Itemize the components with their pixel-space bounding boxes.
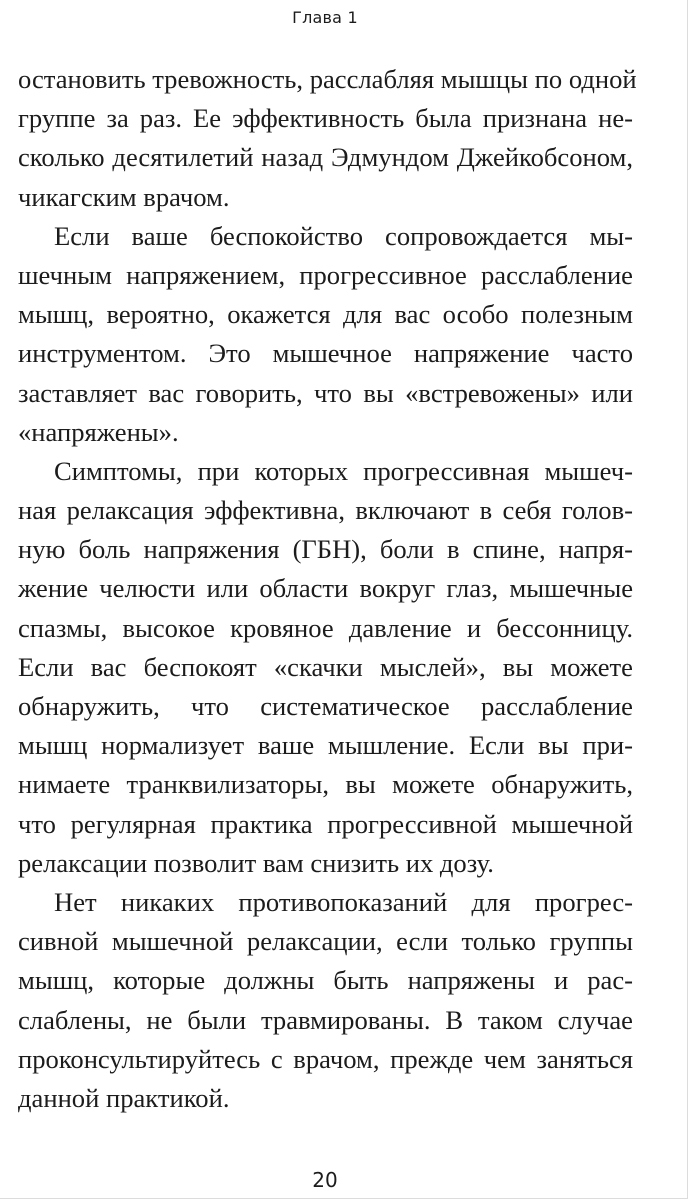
body-text — [18, 60, 637, 1118]
text-line: заставляет вас говорить, что вы «встревожены» или — [18, 377, 633, 408]
text-line: ную боль напряжения (ГБН), боли в спине, напря- — [18, 534, 633, 565]
text-line: инструментом. Это мышечное напряжение часто — [18, 338, 633, 369]
text-line: спазмы, высокое кровяное давление и бессонницу. — [18, 612, 633, 643]
text-line: Симптомы, при которых прогрессивная мышеч- — [54, 455, 633, 486]
text-line: обнаружить, что систематическое расслабление — [18, 691, 633, 721]
text-line: чикагским врачом. — [18, 181, 230, 212]
text-line: данной практикой. — [18, 1082, 230, 1113]
text-line: слаблены, не были травмированы. В таком случае — [18, 1004, 633, 1035]
text-line: «напряжены». — [18, 416, 179, 447]
running-head: Глава 1 — [292, 8, 358, 27]
page-number: 20 — [312, 1168, 338, 1192]
text-line: Если вас беспокоят «скачки мыслей», вы можете — [18, 651, 633, 682]
text-line: нимаете транквилизаторы, вы можете обнаружить, — [18, 769, 633, 800]
text-line: что регулярная практика прогрессивной мышечной — [18, 808, 633, 839]
text-line: шечным напряжением, прогрессивное расслабление — [18, 259, 633, 290]
text-line: проконсультируйтесь с врачом, прежде чем заняться — [18, 1043, 633, 1074]
text-line: группе за раз. Ее эффективность была признана не- — [18, 103, 633, 134]
text-line: ная релаксация эффективна, включают в себя голов- — [18, 495, 633, 526]
text-line: мышц, которые должны быть напряжены и рас- — [18, 965, 633, 996]
text-line: сколько десятилетий назад Эдмундом Джейкобсоном, — [18, 142, 633, 173]
text-line: остановить тревожность, расслабляя мышцы по одной — [18, 64, 637, 94]
paragraph-4 — [18, 883, 633, 1118]
paragraph-2 — [18, 217, 633, 452]
paragraph-1 — [18, 60, 637, 217]
paragraph-3 — [18, 452, 633, 883]
text-line: Если ваше беспокойство сопровождается мы- — [54, 220, 633, 251]
text-line: сивной мышечной релаксации, если только группы — [18, 926, 633, 957]
text-line: мышц, вероятно, окажется для вас особо полезным — [18, 299, 633, 330]
text-line: мышц нормализует ваше мышление. Если вы при- — [18, 730, 633, 761]
text-line: Нет никаких противопоказаний для прогрес- — [54, 886, 633, 917]
text-line: жение челюсти или области вокруг глаз, мышечные — [18, 573, 633, 604]
text-line: релаксации позволит вам снизить их дозу. — [18, 847, 494, 878]
